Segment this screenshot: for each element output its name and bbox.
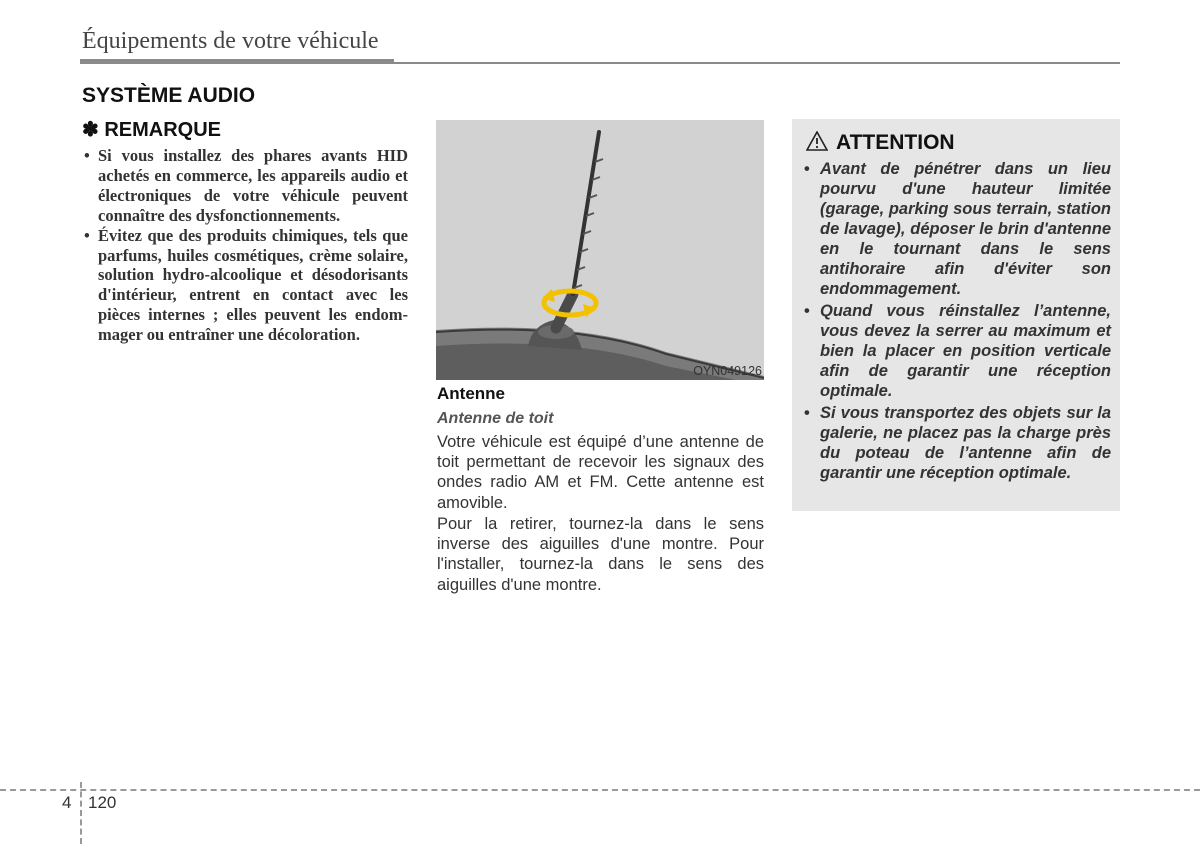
note-item: • Si vous installez des phares avants HID achetés en commerce, les appareils audio et électroniques de votre véhicule peuvent connaître des dysfonctionnements.	[82, 146, 408, 226]
section-title: SYSTÈME AUDIO	[82, 84, 256, 107]
antenna-heading: Antenne	[437, 384, 505, 403]
antenna-paragraph: Votre véhicule est équipé d’une antenne de toit permettant de recevoir les signaux des ondes radio AM et FM. Cette antenne est amovible.	[437, 433, 764, 512]
note-list	[82, 146, 408, 345]
caution-title: ATTENTION	[836, 131, 955, 154]
header-rule-thin	[394, 62, 1120, 64]
antenna-subheading: Antenne de toit	[437, 410, 554, 427]
roof-antenna-illustration	[436, 120, 764, 380]
caution-item: • Quand vous réinstallez l’antenne, vous devez la serrer au maximum et bien la placer en position verticale afin de garantir une réception optimale.	[802, 301, 1111, 401]
antenna-paragraph: Pour la retirer, tournez-la dans le sens inverse des aiguilles d'une montre. Pour l'installer, tournez-la dans le sens des aiguilles d'une montre.	[437, 515, 764, 594]
page-number: 120	[88, 793, 117, 812]
header-rule-thick	[80, 59, 394, 64]
caution-item: • Avant de pénétrer dans un lieu pourvu d'une hauteur limitée (garage, parking sous terrain, station de lavage), déposer le brin d'antenne en le tournant dans le sens antihoraire afin d'éviter son endommagement.	[802, 159, 1111, 299]
note-title: ✽ REMARQUE	[82, 119, 221, 141]
caution-item: • Si vous transportez des objets sur la galerie, ne placez pas la charge près du poteau de l’antenne afin de garantir une réception optimale.	[802, 403, 1111, 483]
antenna-figure	[436, 120, 764, 380]
chapter-number: 4	[62, 793, 72, 812]
footer-divider	[80, 782, 82, 844]
caution-box	[792, 119, 1120, 511]
note-item: • Évitez que des produits chimiques, tels que parfums, huiles cosmétiques, crème solaire, solution hydro-alcoolique et désodorisants d'intérieur, entrent en contact avec les pièces internes ; elles peuvent les endom-mager ou entraîner une décoloration.	[82, 226, 408, 345]
footer-rule	[0, 789, 1200, 791]
running-header: Équipements de votre véhicule	[82, 28, 379, 54]
figure-code: OYN049126	[693, 364, 762, 378]
caution-list	[802, 159, 1111, 485]
warning-triangle-icon	[806, 131, 828, 151]
antenna-sleeve	[556, 294, 573, 328]
